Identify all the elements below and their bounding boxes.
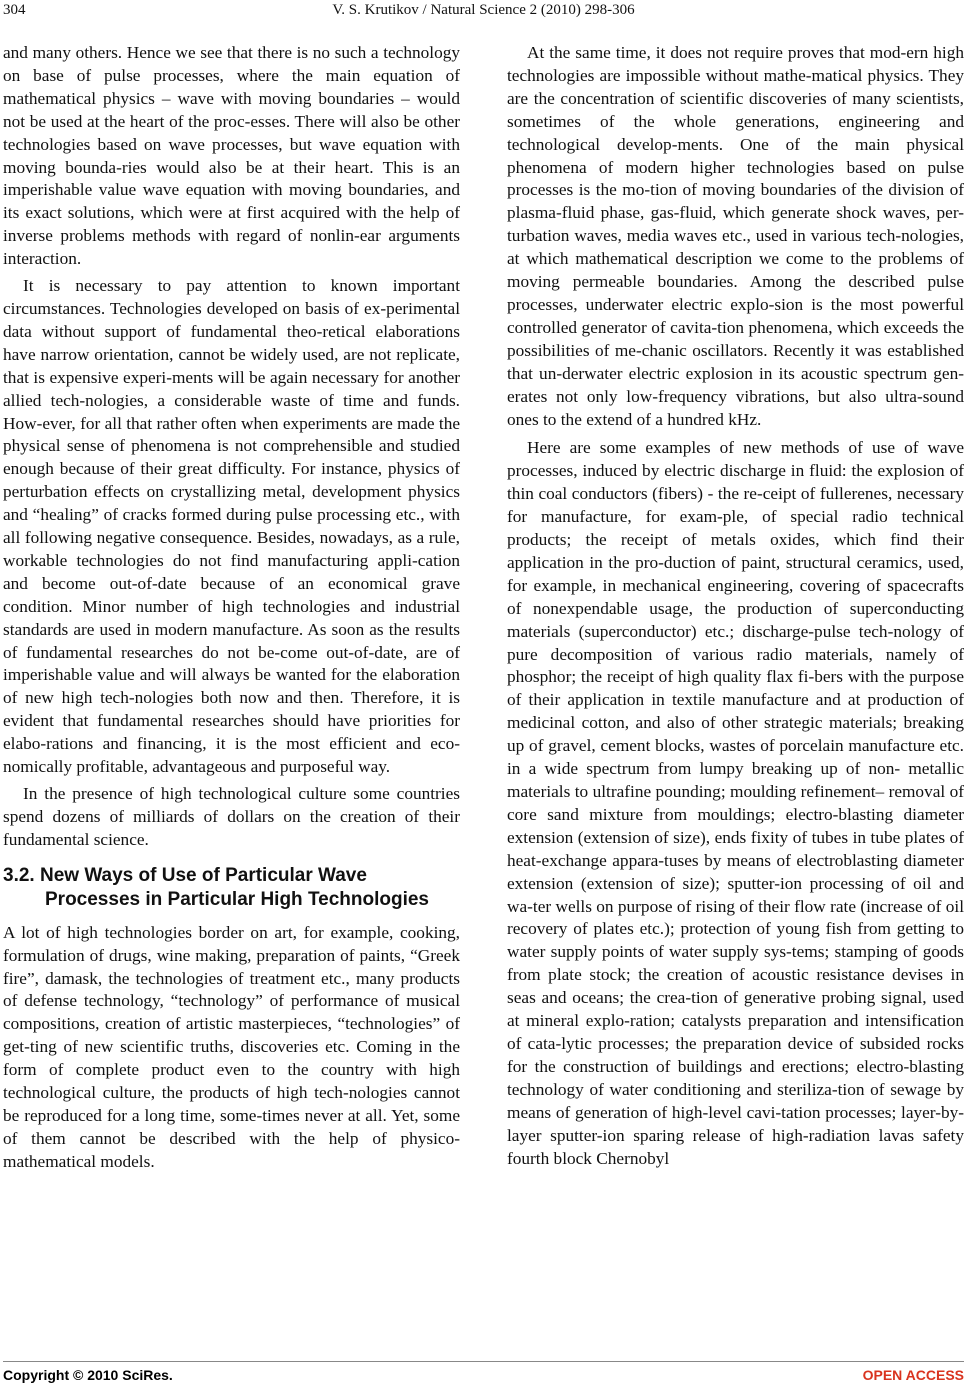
right-paragraph-1: At the same time, it does not require proves that mod-ern high technologies are impossible without mathe-matical physics. They are the concentration of scientific discoveries of many scientists, sometimes of the whole generations, engineering and technological develop-ments. One of the main physical phenomena of modern higher technologies based on pulse processes is the mo-tion of moving boundaries of the division of plasma-fluid phase, gas-fluid, which generate shock waves, per-turbation waves, media waves etc., used in various tech-nologies, at which mathematical description we come to the problems of moving permeable boundaries. Among the described pulse processes, underwater electric explo-sion is the most powerful controlled generator of cavita-tion phenomena, which exceeds the possibilities of me-chanic oscillators. Recently it was established that un-derwater electric explosion in its acoustic spectrum gen-erates not only low-frequency vibrations, but also ultra-sound ones to the extend of a hundred kHz. — [507, 43, 964, 429]
running-title: V. S. Krutikov / Natural Science 2 (2010) 298-306 — [332, 2, 635, 18]
page-footer — [3, 1367, 964, 1383]
left-column — [3, 42, 460, 1174]
right-paragraph-2: Here are some examples of new methods of use of wave processes, induced by electric discharge in fluid: the explosion of thin coal conductors (fibers) - the re-ceipt of fullerenes, necessary for manufacture, for exam-ple, of special radio technical products; the receipt of metals oxides, which find their application in the pro-duction of paint, structural ceramics, used, for example, in mechanical engineering, covering of spacecrafts of nonexpendable usage, the production of superconducting materials (superconductor) etc.; discharge-pulse tech-nology of pure decomposition of various radio materials, namely of phosphor; the receipt of high quality flax fi-bers with the purpose of their application in textile manufacture and at production of medicinal cotton, and also of other strategic materials; breaking up of gravel, cement blocks, wastes of porcelain manufacture etc. in a wide spectrum from lumpy breaking up of non- metallic materials to ultrafine pounding; moulding refinement– removal of core sand mixture from mouldings; electro-blasting diameter extension (extension of size), ends fixity of tubes in tube plates of heat-exchange appara-tuses by means of electroblasting diameter extension (extension of size); sputter-ion processing of oil and wa-ter wells on purpose of rising of their flow rate (increase of oil recovery of plates etc.); protection of young fish from getting to water supply points of water supply sys-tems; stamping of goods from plate stock; the creation of acoustic resistance devises in seas and oceans; the crea-tion of generative probing signal, used at mineral explo-ration; catalysts preparation and intensification of cata-lytic processes; the preparation device of subsided rocks for the construction of buildings and erections; electro-blasting technology of water conditioning and steriliza-tion of sewage by means of generation of high-level cavi-tation processes; layer-by-layer sputter-ion sparing release of high-radiation lavas safety fourth block Chernobyl — [507, 438, 964, 1168]
left-paragraph-3: In the presence of high technological culture some countries spend dozens of milliards of dollars on the creation of their fundamental science. — [3, 784, 460, 849]
right-column — [507, 42, 964, 1170]
open-access-badge: OPEN ACCESS — [862, 1367, 964, 1383]
copyright-notice: Copyright © 2010 SciRes. — [3, 1367, 173, 1383]
left-paragraph-2: It is necessary to pay attention to known important circumstances. Technologies developed on basis of ex-perimental data without support of fundamental theo-retical elaborations have narrow orientation, cannot be widely used, are not replicate, that is expensive experi-ments will be again necessary for another allied tech-nologies, a considerable waste of time and funds. How-ever, for all that rather often when experiments are made the physical sense of phenomena is not comprehensible and studied enough because of their great difficulty. For instance, physics of perturbation effects on crystallizing metal, development physics and “healing” of cracks formed during pulse processing etc., with all following negative consequence. Besides, nowadays, as a rule, workable technologies do not find manufacturing appli-cation and become out-of-date because of an economical grave condition. Minor number of high technologies and industrial standards are used in modern manufacture. As soon as the results of fundamental researches do not be-come out-of-date, are of imperishable value and will always be wanted for the elaboration of new high tech-nologies both now and then. Therefore, it is evident that fundamental researches should have priorities for elabo-rations and financing, it is the most efficient and eco-nomically profitable, advantageous and purposeful way. — [3, 276, 460, 777]
left-paragraph-4: A lot of high technologies border on art, for example, cooking, formulation of drugs, wine making, preparation of paints, “Greek fire”, damask, the technologies of treatment etc., many products of defense technology, “technology” of performance of musical compositions, creation of artistic masterpieces, “technologies” of get-ting of new scientific truths, discoveries etc. Coming in the form of complete product even to the country with high technological culture, the products of high tech-nologies cannot be reproduced for a long time, some-times never at all. Yet, some of them cannot be described with the help of physico-mathematical models. — [3, 922, 460, 1171]
left-paragraph-1: and many others. Hence we see that there is no such a technology on base of pulse processes, where the main equation of mathematical physics – wave with moving boundaries – would not be used at the heart of the proc-esses. There will also be other technologies based on wave processes, but wave equation with moving bounda-ries would also be at their heart. This is an imperishable value wave equation with moving boundaries, and its exact solutions, which were at first acquired with the help of inverse problems methods with regard of nonlin-ear arguments interaction. — [3, 43, 460, 269]
section-heading: 3.2. New Ways of Use of Particular Wave Processes in Particular High Technologies — [3, 864, 429, 910]
page-number: 304 — [3, 2, 26, 18]
footer-rule — [3, 1361, 964, 1362]
running-header — [0, 0, 967, 24]
